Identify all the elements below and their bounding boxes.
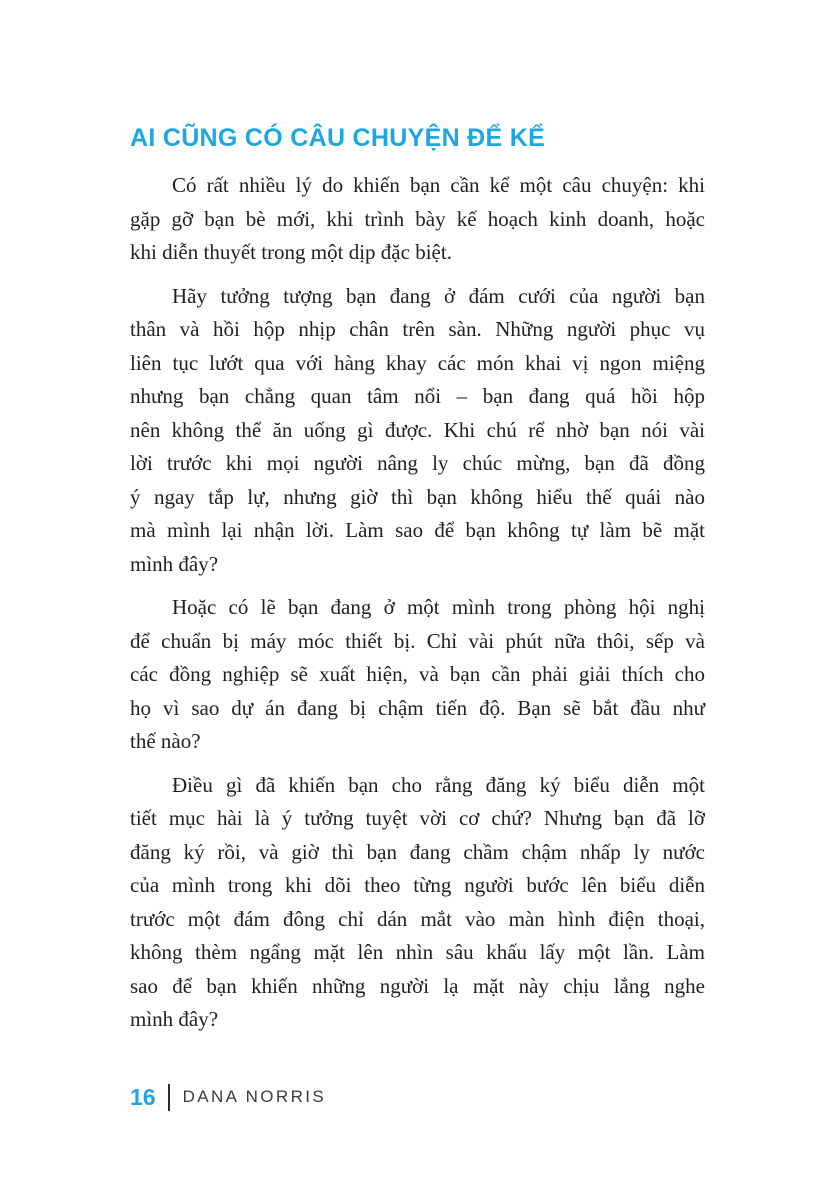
page-number: 16 [130,1083,156,1110]
body-line: không thèm ngẩng mặt lên nhìn sâu khấu lấy một lần. Làm [130,940,705,964]
body-line: mà mình lại nhận lời. Làm sao để bạn không tự làm bẽ mặt [130,518,705,542]
body-line: họ vì sao dự án đang bị chậm tiến độ. Bạn sẽ bắt đầu như [130,695,705,720]
body-line: Có rất nhiều lý do khiến bạn cần kể một câu chuyện: khi [172,173,705,197]
body-line: mình đây? [130,551,219,576]
body-line: để chuẩn bị máy móc thiết bị. Chỉ vài phút nữa thôi, sếp và [130,628,705,653]
paragraph [130,280,705,582]
body-line: đăng ký rồi, và giờ thì bạn đang chầm chậm nhấp ly nước [130,839,705,864]
author-name: DANA NORRIS [182,1087,327,1106]
body-line: lời trước khi mọi người nâng ly chúc mừng, bạn đã đồng [130,451,705,475]
paragraph [130,591,705,759]
body-line: ý ngay tắp lự, nhưng giờ thì bạn không hiểu thế quái nào [130,484,705,509]
chapter-heading: AI CŨNG CÓ CÂU CHUYỆN ĐỂ KỂ [130,124,546,152]
footer-divider [168,1084,170,1111]
body-line: mình đây? [130,1007,219,1031]
body-line: thế nào? [130,729,201,753]
body-line: nên không thể ăn uống gì được. Khi chú rể nhờ bạn nói vài [130,417,705,442]
body-line: Hoặc có lẽ bạn đang ở một mình trong phòng hội nghị [172,595,705,619]
body-text [130,169,705,1047]
body-line: thân và hồi hộp nhịp chân trên sàn. Những người phục vụ [130,317,705,341]
body-line: gặp gỡ bạn bè mới, khi trình bày kế hoạch kinh doanh, hoặc [130,206,705,231]
body-line: của mình trong khi dõi theo từng người bước lên biểu diễn [130,873,705,897]
body-line: các đồng nghiệp sẽ xuất hiện, và bạn cần phải giải thích cho [130,662,705,686]
body-line: Hãy tưởng tượng bạn đang ở đám cưới của người bạn [172,283,705,308]
paragraph [130,169,705,270]
paragraph [130,769,705,1037]
body-line: khi diễn thuyết trong một dịp đặc biệt. [130,240,452,264]
page-footer [130,1082,326,1112]
body-line: Điều gì đã khiến bạn cho rằng đăng ký biểu diễn một [172,772,705,797]
body-line: nhưng bạn chẳng quan tâm nổi – bạn đang quá hồi hộp [130,384,705,408]
body-line: sao để bạn khiến những người lạ mặt này chịu lắng nghe [130,973,705,998]
body-line: liên tục lướt qua với hàng khay các món khai vị ngon miệng [130,350,705,375]
body-line: trước một đám đông chỉ dán mắt vào màn hình điện thoại, [130,906,705,931]
body-line: tiết mục hài là ý tưởng tuyệt vời cơ chứ? Nhưng bạn đã lỡ [130,806,705,830]
